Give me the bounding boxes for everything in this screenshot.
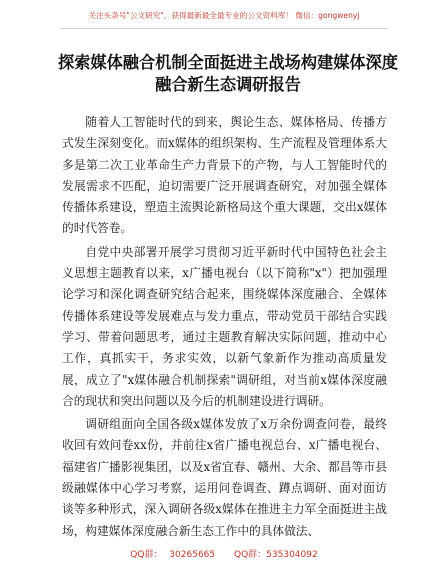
footer-qq-right: QQ群：535304092 [234, 550, 318, 560]
document-body [62, 112, 387, 544]
footer [0, 549, 448, 561]
document-title: 探索媒体融合机制全面挺进主战场构建媒体深度融合新生态调研报告 [58, 53, 398, 94]
paragraph-2: 自党中央部署开展学习贯彻习近平新时代中国特色社会主义思想主题教育以来，x广播电视台（以下简称"x"）把加强理论学习和深化调查研究结合起来，围绕媒体深度融合、全媒体传播体系建设等发展难点与发力重点，带动党员干部结合实践学习、带着问题思考，通过主题教育解决实际问题，推动中心工作，真抓实干，务求实效，以新气象新作为推动高质量发展，成立了"x媒体融合机制探索"调研组，对当前x媒体深度融合的现状和突出问题以及今后的机制建设进行调研。 [62, 244, 387, 408]
footer-qq-left: QQ群： 30265665 [130, 550, 216, 560]
banner-divider [60, 28, 388, 29]
promo-banner: 关注头条号"公文研究"，获得最新最全最专业的公文资料库！ 微信：gongwenyj [88, 11, 360, 20]
paragraph-3: 调研组面向全国各级x媒体发放了x万余份调查问卷，最终收回有效问卷xx份，并前往x省广播电视总台、x广播电视台、福建省广播影视集团，以及x省宜春、赣州、大余、都昌等市县级融媒体中心学习考察，运用问卷调查、蹲点调研、面对面访谈等多种形式，深入调研各级x媒体在推进主力军全面挺进主战场，构建媒体深度融合新生态工作中的具体做法、 [62, 417, 387, 538]
paragraph-1: 随着人工智能时代的到来，舆论生态、媒体格局、传播方式发生深刻变化。而x媒体的组织架构、生产流程及管理体系大多是第二次工业革命生产力背景下的产物，与人工智能时代的发展需求不匹配，迫切需要广泛开展调查研究，对加强全媒体传播体系建设，塑造主流舆论新格局这个重大课题，交出x媒体的时代答卷。 [62, 115, 387, 236]
